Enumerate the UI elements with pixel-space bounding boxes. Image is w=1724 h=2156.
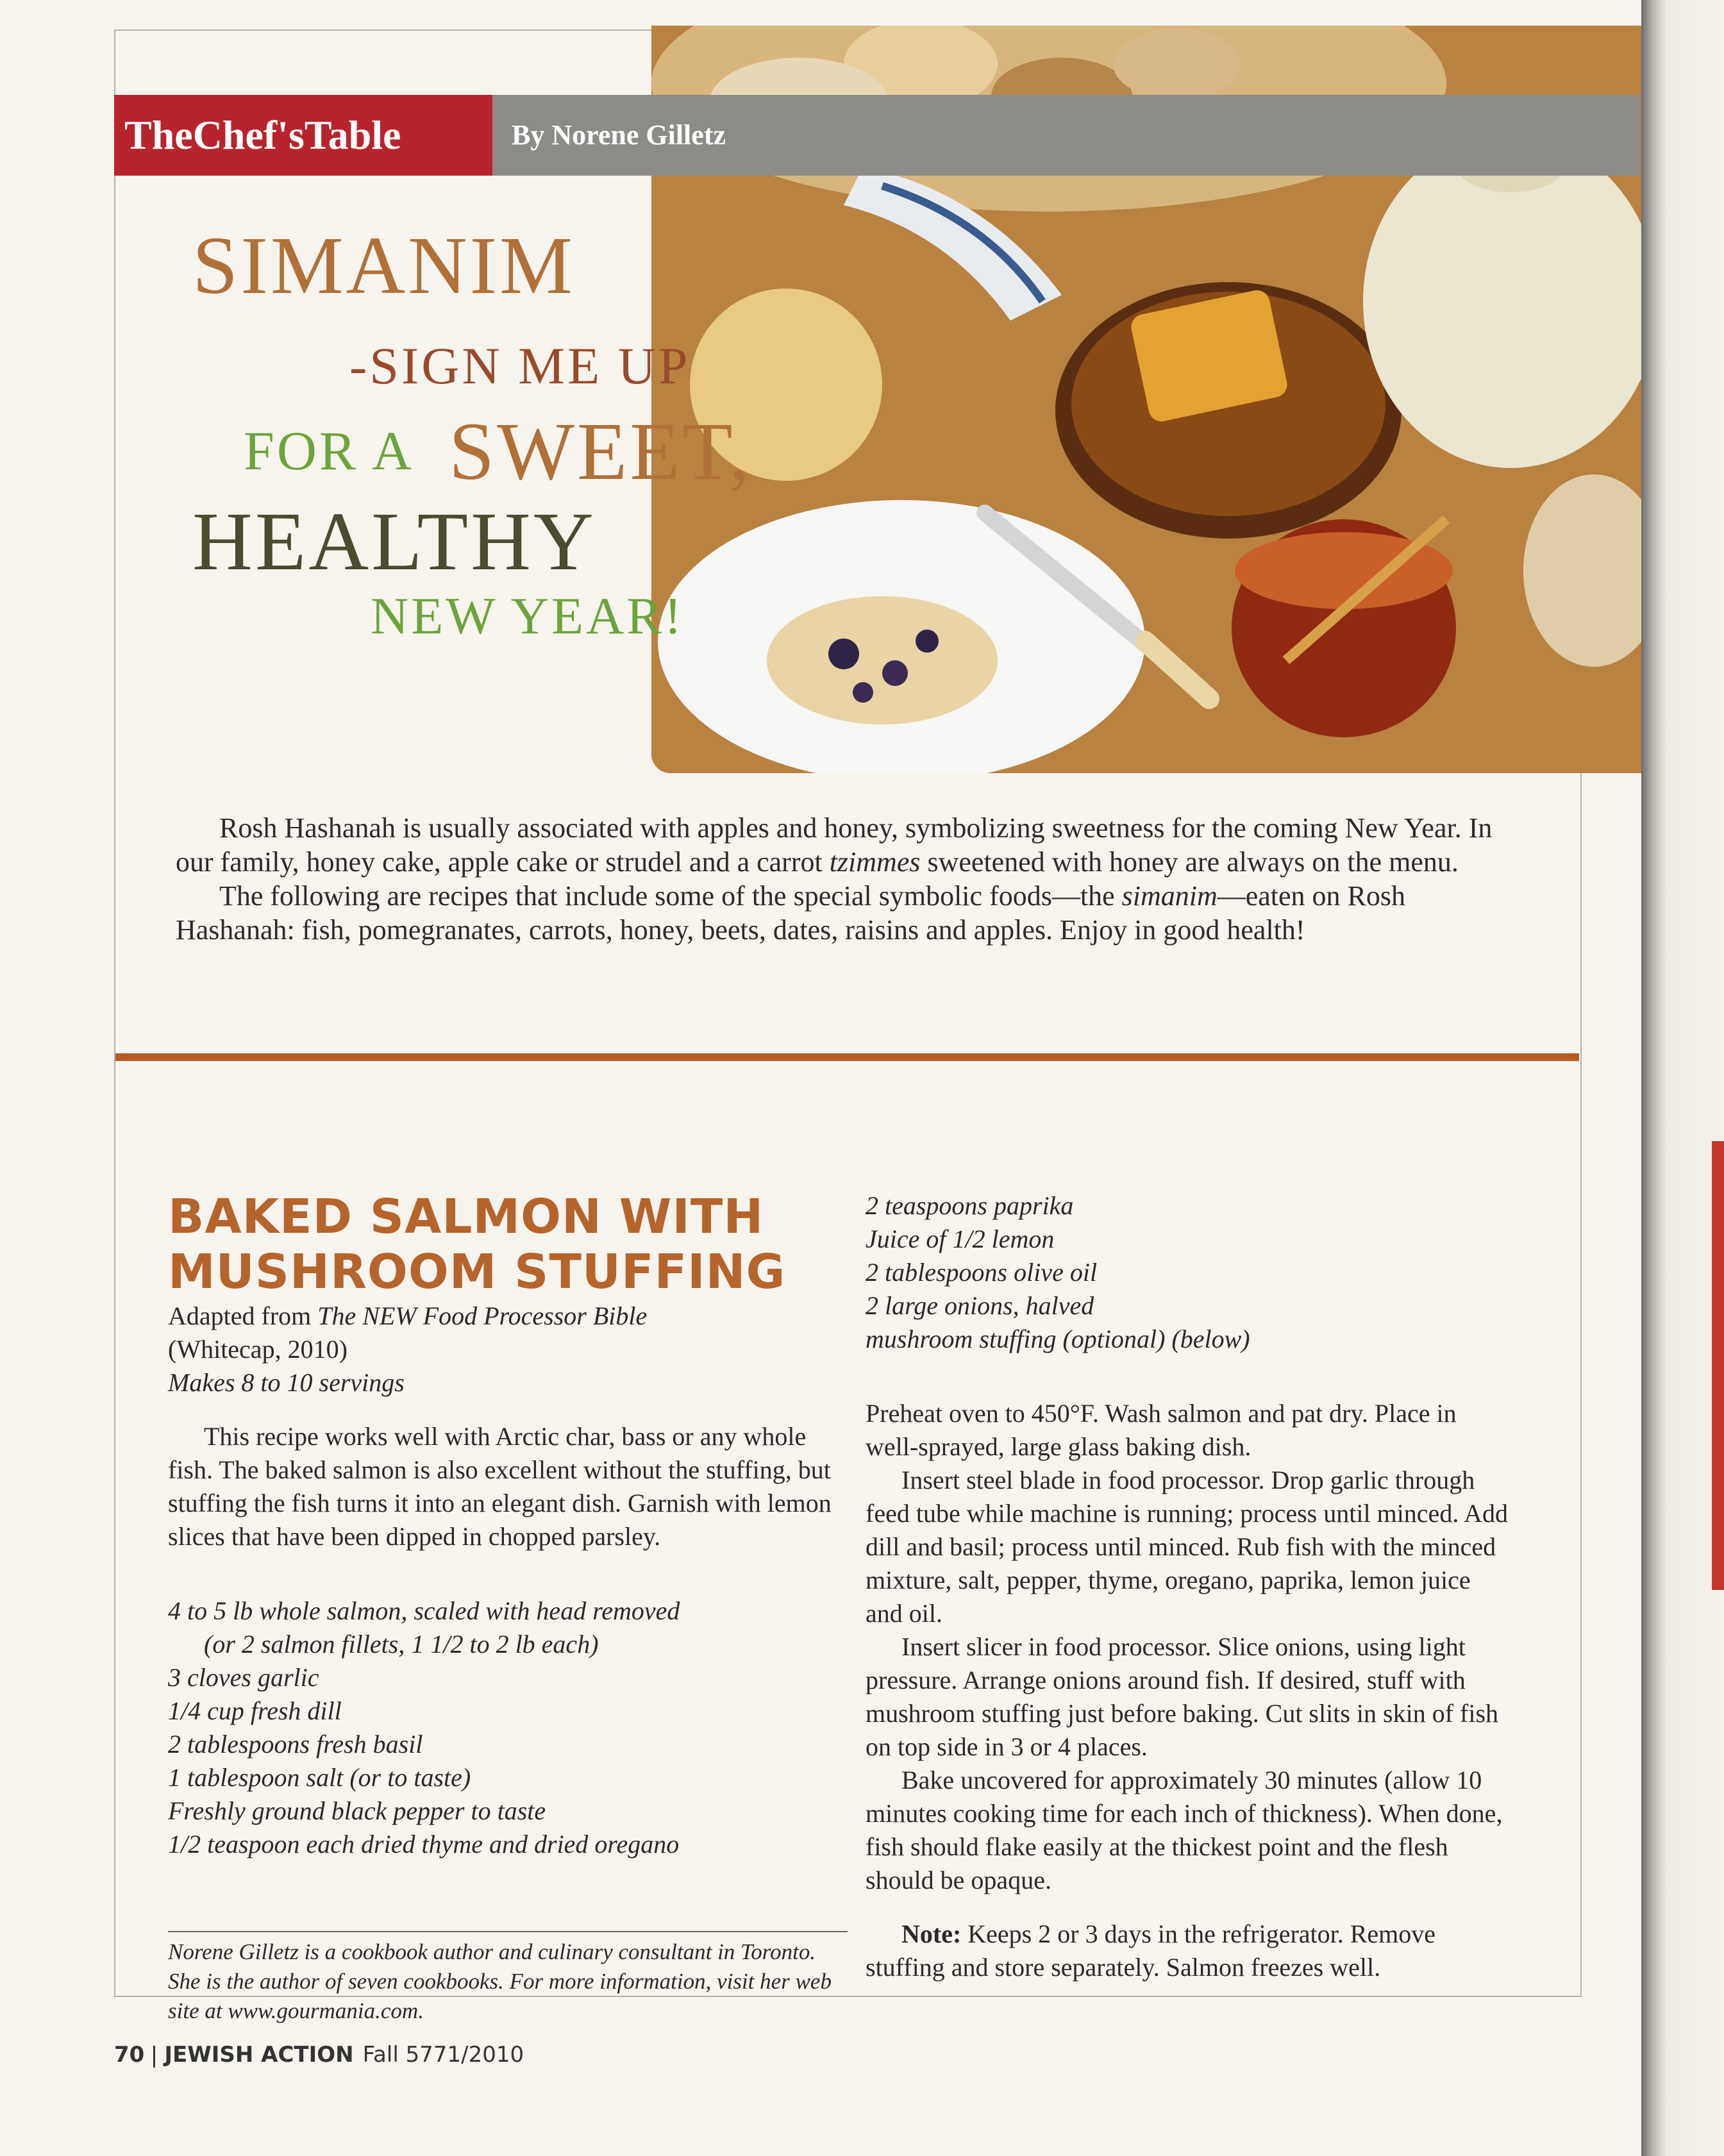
ingredient-item: 4 to 5 lb whole salmon, scaled with head removed [168,1596,680,1625]
headline-line-5: NEW YEAR! [371,587,685,645]
recipe-step-3: Insert slicer in food processor. Slice onions, using light pressure. Arrange onions around fish. If desired, stuff with mushroom stuffing just before baking. Cut slits in skin of fish on top side in 3 or 4 places. [866,1632,1499,1761]
intro-text [176,811,1503,947]
intro-p1-italic: tzimmes [829,846,921,878]
intro-paragraph-1 [176,811,1503,879]
headline-line-3a: FOR A [244,420,415,481]
facing-page-edge [1641,0,1724,2156]
intro-p2-text-b: —eaten on Rosh Hashanah: fish, pomegranates, carrots, honey, beets, dates, raisins and apples. Enjoy in good health! [176,880,1406,946]
ingredient-item: Juice of 1/2 lemon [866,1224,1055,1253]
headline-line-1: SIMANIM [192,220,575,311]
recipe-left-column [168,1189,851,1861]
ingredient-item: 2 tablespoons olive oil [866,1258,1098,1287]
issue-label: Fall 5771/2010 [362,2042,524,2068]
ingredient-item: 3 cloves garlic [168,1663,319,1692]
recipe-note [866,1918,1513,1984]
recipe-description: This recipe works well with Arctic char, bass or any whole fish. The baked salmon is also excellent without the stuffing, but stuffing the fish turns it into an elegant dish. Garnish with lemon slices that have been dipped in chopped parsley. [168,1422,832,1551]
intro-p1-text-a: Rosh Hashanah is usually associated with apples and honey, symbolizing sweetness for the coming New Year. In our family, honey cake, apple cake or strudel and a carrot [176,812,1493,878]
intro-p2-italic: simanim [1121,880,1218,912]
section-label-box [114,95,492,176]
recipe-right-column [866,1189,1513,1984]
bio-divider [168,1931,848,1932]
author-bio: Norene Gilletz is a cookbook author and culinary consultant in Toronto. She is the author of seven cookbooks. For more information, visit her web site at www.gourmania.com. [168,1939,832,2023]
intro-paragraph-2 [176,879,1503,947]
facing-page-image [1712,1141,1724,1590]
recipe-servings: Makes 8 to 10 servings [168,1368,405,1397]
ingredient-item: 1/4 cup fresh dill [168,1696,342,1725]
source-book: The NEW Food Processor Bible [317,1301,648,1330]
recipe-step-4: Bake uncovered for approximately 30 minutes (allow 10 minutes cooking time for each inch of thickness). When done, fish should flake easily at the thickest point and the flesh should be opaque. [866,1766,1503,1894]
headline-line-3b: SWEET, [449,406,753,497]
ingredient-item: 2 teaspoons paprika [866,1191,1074,1220]
ingredient-item: 2 large onions, halved [866,1291,1094,1320]
recipe-step-1: Preheat oven to 450°F. Wash salmon and pat dry. Place in well-sprayed, large glass baking dish. [866,1399,1457,1461]
section-title: TheChef'sTable [124,112,401,158]
byline: By Norene Gilletz [512,119,726,151]
source-prefix: Adapted from [168,1301,318,1330]
intro-p2-text-a: The following are recipes that include some of the special symbolic foods—the [219,880,1122,912]
ingredient-item: 1/2 teaspoon each dried thyme and dried oregano [168,1830,680,1859]
section-banner [114,95,1640,176]
recipe-step-2: Insert steel blade in food processor. Drop garlic through feed tube while machine is running; process until minced. Add dill and basil; process until minced. Rub fish with the minced mixture, salt, pepper, thyme, oregano, paprika, lemon juice and oil. [866,1466,1508,1628]
note-text: Keeps 2 or 3 days in the refrigerator. Remove stuffing and store separately. Salmon freezes well. [866,1919,1436,1982]
ingredient-item: mushroom stuffing (optional) (below) [866,1325,1250,1353]
ingredient-item: (or 2 salmon fillets, 1 1/2 to 2 lb each) [204,1630,599,1659]
intro-p1-text-b: sweetened with honey are always on the menu. [920,846,1459,878]
section-divider [115,1053,1579,1061]
headline-line-2: -SIGN ME UP [349,337,690,395]
recipe-title-line-1: BAKED SALMON WITH [168,1189,764,1244]
magazine-name: JEWISH ACTION [164,2042,354,2068]
headline-line-4: HEALTHY [192,496,596,588]
byline-box [492,95,1640,176]
ingredient-item: 2 tablespoons fresh basil [168,1730,423,1759]
recipe-title-line-2: MUSHROOM STUFFING [168,1244,786,1299]
page-footer [114,2042,524,2068]
footer-separator [153,2046,155,2068]
recipe-source [168,1299,851,1333]
page-number: 70 [114,2042,145,2068]
ingredient-item: 1 tablespoon salt (or to taste) [168,1763,471,1792]
ingredient-item: Freshly ground black pepper to taste [168,1796,546,1825]
note-label: Note: [901,1919,962,1948]
recipe-publisher: (Whitecap, 2010) [168,1335,347,1364]
